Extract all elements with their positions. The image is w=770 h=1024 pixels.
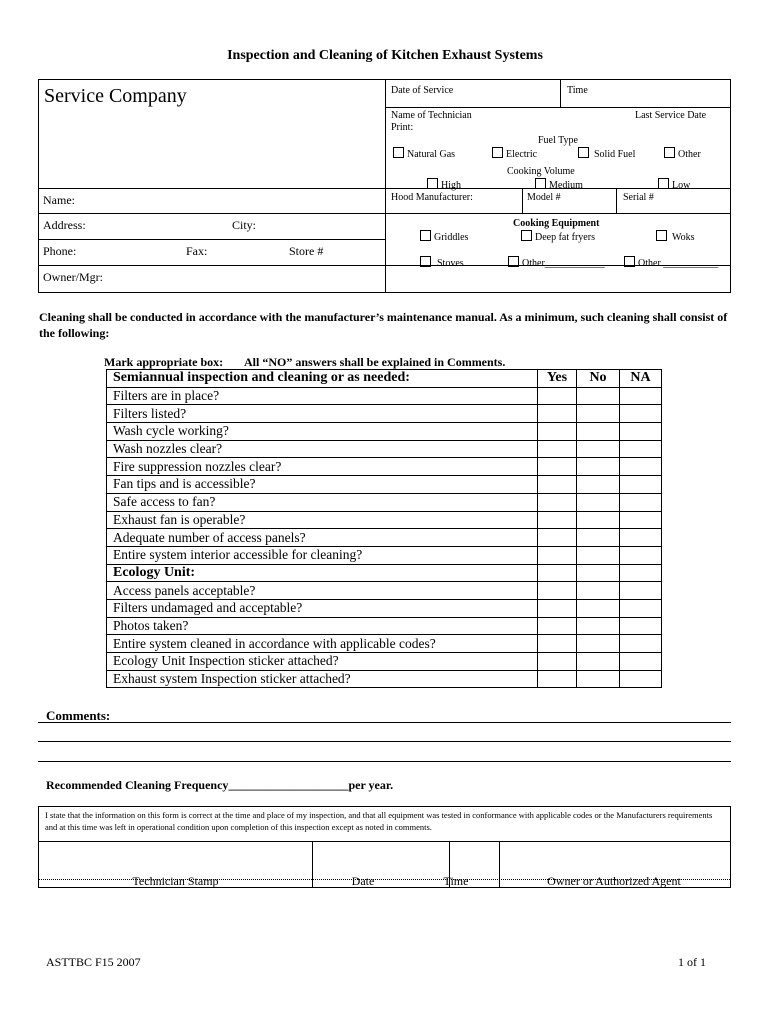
fuel-other-option[interactable]: Other xyxy=(664,147,701,160)
row-label: Adequate number of access panels? xyxy=(107,529,538,547)
mark-label: Mark appropriate box: xyxy=(104,355,224,369)
volume-medium-option[interactable]: Medium xyxy=(535,178,583,191)
row-label: Fire suppression nozzles clear? xyxy=(107,458,538,476)
answer-no-cell[interactable] xyxy=(577,564,620,582)
answer-yes-cell[interactable] xyxy=(538,564,577,582)
address-field[interactable]: Address: xyxy=(43,218,86,232)
table-row xyxy=(107,599,662,617)
time-field[interactable]: Time xyxy=(567,85,588,96)
row-label: Access panels acceptable? xyxy=(107,582,538,600)
hood-manufacturer-field[interactable]: Hood Manufacturer: xyxy=(391,192,473,203)
answer-na-cell[interactable] xyxy=(620,635,662,653)
answer-no-cell[interactable] xyxy=(577,670,620,688)
serial-field[interactable]: Serial # xyxy=(623,192,654,203)
table-row xyxy=(107,387,662,405)
answer-yes-cell[interactable] xyxy=(538,458,577,476)
row-label: Exhaust system Inspection sticker attached? xyxy=(107,670,538,688)
answer-yes-cell[interactable] xyxy=(538,653,577,671)
answer-no-cell[interactable] xyxy=(577,458,620,476)
row-label: Ecology Unit: xyxy=(107,564,538,582)
table-header-row xyxy=(107,370,662,388)
answer-na-cell[interactable] xyxy=(620,564,662,582)
row-label: Fan tips and is accessible? xyxy=(107,476,538,494)
answer-yes-cell[interactable] xyxy=(538,423,577,441)
table-row xyxy=(107,635,662,653)
answer-yes-cell[interactable] xyxy=(538,440,577,458)
answer-na-cell[interactable] xyxy=(620,582,662,600)
checkbox[interactable] xyxy=(420,256,431,267)
row-label: Entire system cleaned in accordance with applicable codes? xyxy=(107,635,538,653)
comments-line-1[interactable] xyxy=(38,722,731,723)
answer-na-cell[interactable] xyxy=(620,529,662,547)
table-row xyxy=(107,670,662,688)
owner-field[interactable]: Owner/Mgr: xyxy=(43,270,103,284)
row-label: Wash nozzles clear? xyxy=(107,440,538,458)
answer-yes-cell[interactable] xyxy=(538,546,577,564)
answer-na-cell[interactable] xyxy=(620,653,662,671)
comments-line-2[interactable] xyxy=(38,741,731,742)
row-label: Photos taken? xyxy=(107,617,538,635)
no-answer-note: All “NO” answers shall be explained in Comments. xyxy=(244,355,506,369)
checkbox[interactable] xyxy=(420,230,431,241)
answer-na-cell[interactable] xyxy=(620,493,662,511)
row-label: Safe access to fan? xyxy=(107,493,538,511)
table-row xyxy=(107,546,662,564)
certification-statement: I state that the information on this form is correct at the time and place of my inspection, and that all equipment was tested in conformance with applicable codes or the Manufacturers requirements and at this time was left in operational condition upon completion of this inspection except as noted in comments. xyxy=(45,810,713,832)
answer-yes-cell[interactable] xyxy=(538,529,577,547)
cooking-equipment-label: Cooking Equipment xyxy=(513,218,600,229)
store-field[interactable]: Store # xyxy=(289,244,324,258)
equip-other1-option[interactable]: Other____________ xyxy=(508,256,605,269)
page-number: 1 of 1 xyxy=(678,955,706,969)
answer-yes-cell[interactable] xyxy=(538,511,577,529)
answer-no-cell[interactable] xyxy=(577,635,620,653)
answer-na-cell[interactable] xyxy=(620,670,662,688)
answer-na-cell[interactable] xyxy=(620,387,662,405)
equip-other2-option[interactable]: Other ___________ xyxy=(624,256,718,269)
answer-na-cell[interactable] xyxy=(620,511,662,529)
name-field[interactable]: Name: xyxy=(43,193,75,207)
answer-no-cell[interactable] xyxy=(577,653,620,671)
checkbox[interactable] xyxy=(578,147,589,158)
table-row xyxy=(107,440,662,458)
checkbox[interactable] xyxy=(427,178,438,189)
table-row xyxy=(107,511,662,529)
frequency-row xyxy=(46,778,393,793)
fuel-electric-option[interactable]: Electric xyxy=(492,147,537,160)
owner-agent-label: Owner or Authorized Agent xyxy=(547,874,681,888)
date-of-service-field[interactable]: Date of Service xyxy=(391,85,454,96)
answer-no-cell[interactable] xyxy=(577,476,620,494)
row-label: Exhaust fan is operable? xyxy=(107,511,538,529)
volume-low-option[interactable]: Low xyxy=(658,178,690,191)
frequency-input[interactable]: ____________________ xyxy=(228,778,349,792)
equip-griddles-option[interactable]: Griddles xyxy=(420,230,468,243)
answer-no-cell[interactable] xyxy=(577,493,620,511)
row-label: Filters undamaged and acceptable? xyxy=(107,599,538,617)
checkbox[interactable] xyxy=(658,178,669,189)
answer-yes-cell[interactable] xyxy=(538,493,577,511)
equip-fryers-option[interactable]: Deep fat fryers xyxy=(521,230,595,243)
frequency-label: Recommended Cleaning Frequency xyxy=(46,778,229,792)
sign-date-label: Date xyxy=(351,874,375,888)
form-title: Inspection and Cleaning of Kitchen Exhaust Systems xyxy=(227,48,543,63)
row-label: Entire system interior accessible for cleaning? xyxy=(107,546,538,564)
answer-na-cell[interactable] xyxy=(620,599,662,617)
answer-no-cell[interactable] xyxy=(577,440,620,458)
fuel-solid-option[interactable]: Solid Fuel xyxy=(578,147,635,160)
table-row xyxy=(107,564,662,582)
city-field[interactable]: City: xyxy=(232,218,257,232)
checkbox[interactable] xyxy=(624,256,635,267)
table-row xyxy=(107,582,662,600)
fuel-natural-gas-option[interactable]: Natural Gas xyxy=(393,147,455,160)
row-label: Filters are in place? xyxy=(107,387,538,405)
col-yes: Yes xyxy=(538,370,577,388)
answer-no-cell[interactable] xyxy=(577,617,620,635)
answer-no-cell[interactable] xyxy=(577,511,620,529)
form-id: ASTTBC F15 2007 xyxy=(46,955,141,969)
answer-na-cell[interactable] xyxy=(620,405,662,423)
phone-field[interactable]: Phone: xyxy=(43,244,77,258)
checkbox[interactable] xyxy=(508,256,519,267)
answer-yes-cell[interactable] xyxy=(538,599,577,617)
answer-no-cell[interactable] xyxy=(577,582,620,600)
table-row xyxy=(107,493,662,511)
answer-no-cell[interactable] xyxy=(577,405,620,423)
table-row xyxy=(107,653,662,671)
fax-field[interactable]: Fax: xyxy=(186,244,208,258)
checkbox[interactable] xyxy=(535,178,546,189)
cooking-volume-label: Cooking Volume xyxy=(507,166,575,177)
checkbox[interactable] xyxy=(521,230,532,241)
frequency-suffix: per year. xyxy=(348,778,394,792)
checkbox[interactable] xyxy=(393,147,404,158)
answer-na-cell[interactable] xyxy=(620,423,662,441)
answer-no-cell[interactable] xyxy=(577,546,620,564)
technician-print-field[interactable]: Print: xyxy=(391,122,414,133)
answer-yes-cell[interactable] xyxy=(538,617,577,635)
table-heading: Semiannual inspection and cleaning or as needed: xyxy=(107,370,538,388)
model-field[interactable]: Model # xyxy=(527,192,561,203)
answer-na-cell[interactable] xyxy=(620,476,662,494)
fuel-type-label: Fuel Type xyxy=(538,135,578,146)
table-row xyxy=(107,423,662,441)
technician-stamp-label: Technician Stamp xyxy=(132,874,219,888)
answer-no-cell[interactable] xyxy=(577,529,620,547)
table-row xyxy=(107,405,662,423)
last-service-date-field[interactable]: Last Service Date xyxy=(635,110,707,121)
row-label: Ecology Unit Inspection sticker attached? xyxy=(107,653,538,671)
answer-yes-cell[interactable] xyxy=(538,387,577,405)
table-row xyxy=(107,529,662,547)
answer-na-cell[interactable] xyxy=(620,458,662,476)
service-company-label: Service Company xyxy=(44,85,187,107)
answer-no-cell[interactable] xyxy=(577,423,620,441)
comments-label: Comments: xyxy=(46,708,111,723)
answer-na-cell[interactable] xyxy=(620,617,662,635)
equip-stoves-option[interactable]: Stoves xyxy=(420,256,464,269)
answer-yes-cell[interactable] xyxy=(538,582,577,600)
col-na: NA xyxy=(620,370,662,388)
sign-time-label: Time xyxy=(443,874,469,888)
checkbox[interactable] xyxy=(492,147,503,158)
answer-yes-cell[interactable] xyxy=(538,670,577,688)
row-label: Wash cycle working? xyxy=(107,423,538,441)
answer-no-cell[interactable] xyxy=(577,387,620,405)
volume-high-option[interactable]: High xyxy=(427,178,461,191)
answer-yes-cell[interactable] xyxy=(538,635,577,653)
checkbox[interactable] xyxy=(664,147,675,158)
answer-no-cell[interactable] xyxy=(577,599,620,617)
row-label: Filters listed? xyxy=(107,405,538,423)
checkbox[interactable] xyxy=(656,230,667,241)
answer-yes-cell[interactable] xyxy=(538,476,577,494)
technician-name-field[interactable]: Name of Technician xyxy=(391,110,472,121)
table-row xyxy=(107,617,662,635)
comments-line-3[interactable] xyxy=(38,761,731,762)
intro-text: Cleaning shall be conducted in accordance with the manufacturer’s maintenance manual. As a minimum, such cleaning shall consist of the following: xyxy=(39,310,728,340)
equip-woks-option[interactable]: Woks xyxy=(656,230,695,243)
inspection-table xyxy=(106,369,662,688)
table-row xyxy=(107,458,662,476)
table-row xyxy=(107,476,662,494)
answer-na-cell[interactable] xyxy=(620,546,662,564)
answer-na-cell[interactable] xyxy=(620,440,662,458)
col-no: No xyxy=(577,370,620,388)
answer-yes-cell[interactable] xyxy=(538,405,577,423)
